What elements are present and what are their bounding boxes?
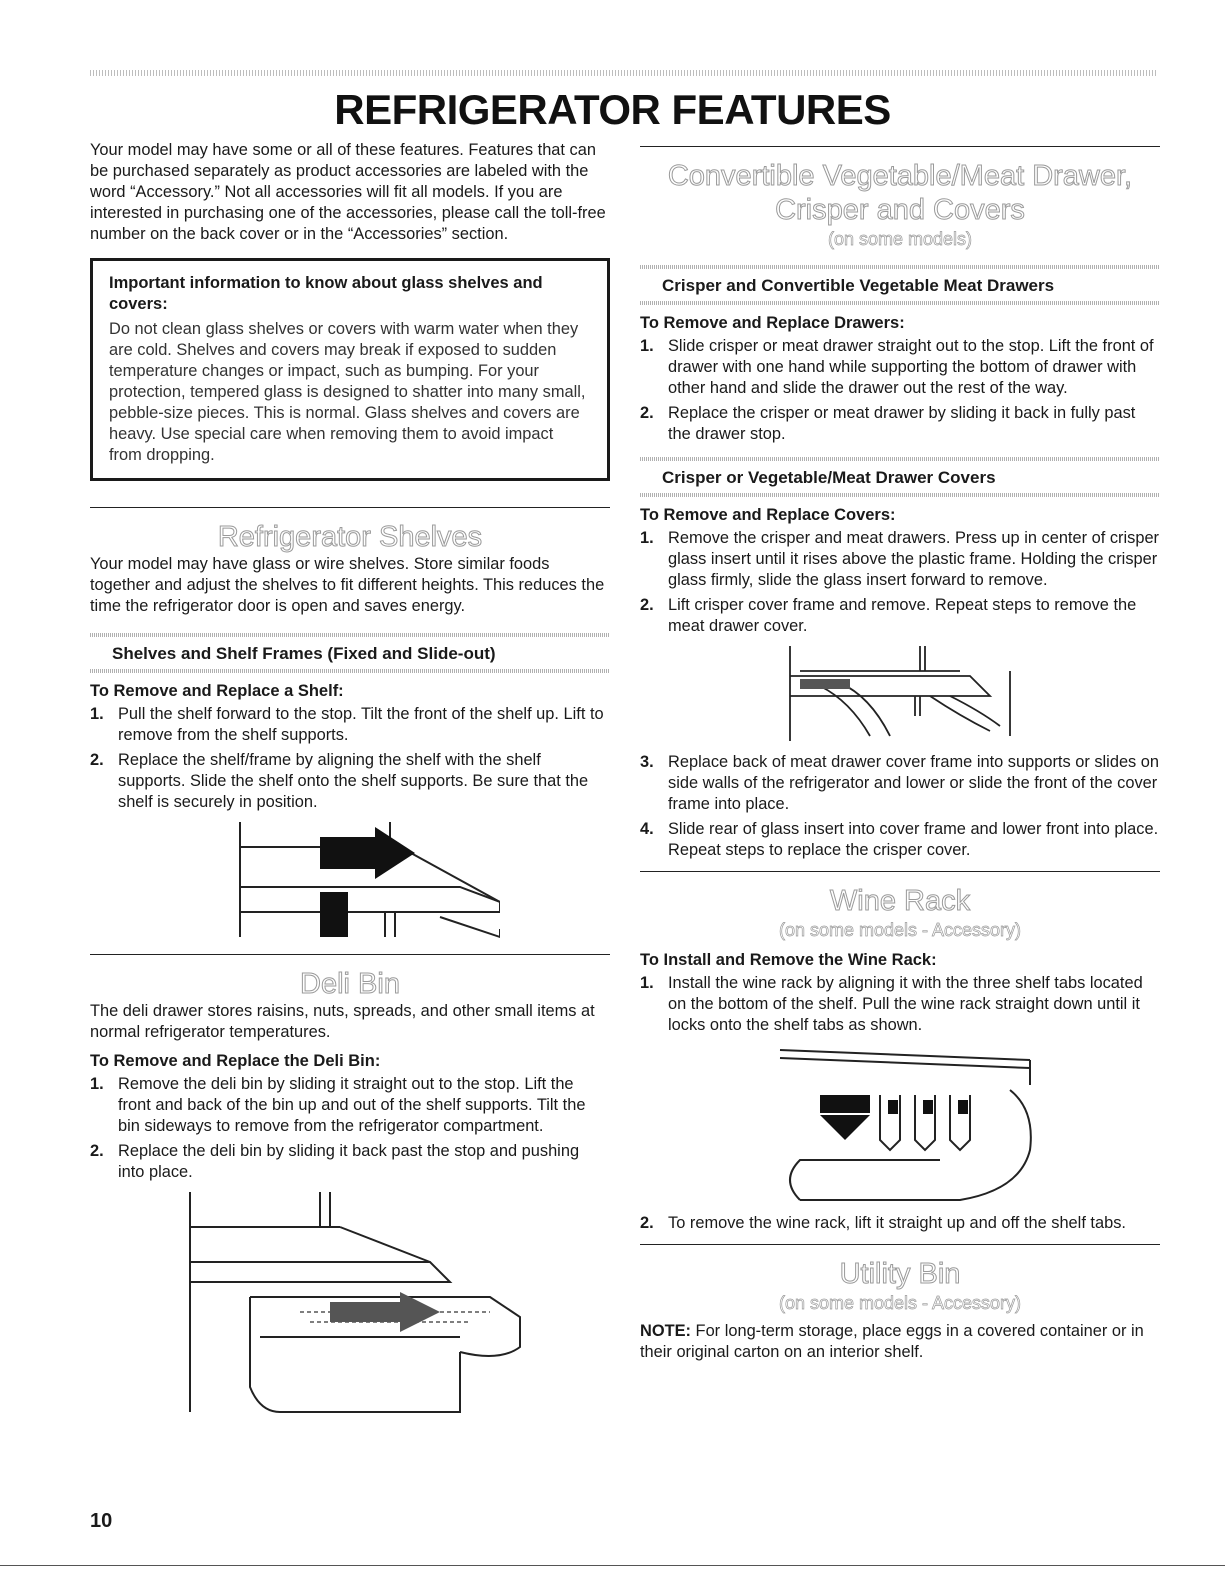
wine-steps-part2	[640, 1213, 1160, 1234]
step-item	[90, 1141, 610, 1183]
step-text: Install the wine rack by aligning it with the three shelf tabs located on the bottom of the shelf. Pull the wine rack straight down until it locks onto the shelf tabs as shown.	[668, 974, 1143, 1034]
utility-heading: Utility Bin	[839, 1258, 961, 1290]
step-item	[640, 973, 1160, 1036]
step-number: 3.	[640, 753, 654, 771]
note-text: For long-term storage, place eggs in a covered container or in their original carton on an interior shelf.	[640, 1322, 1144, 1361]
step-text: Replace the shelf/frame by aligning the shelf with the shelf supports. Slide the shelf onto the shelf supports. Be sure that the shelf is securely in position.	[118, 751, 589, 811]
covers-procedure-title: To Remove and Replace Covers:	[640, 506, 896, 524]
utility-note	[640, 1321, 1160, 1363]
left-column	[90, 140, 610, 1422]
step-item	[640, 595, 1160, 637]
step-number: 2.	[640, 404, 654, 422]
section-divider	[90, 954, 610, 955]
step-text: Remove the crisper and meat drawers. Press up in center of crisper glass insert until it rises above the plastic frame. Holding the crisper glass firmly, slide the glass insert forward to remove.	[668, 529, 1160, 589]
step-number: 1.	[640, 974, 654, 992]
step-number: 2.	[640, 1214, 654, 1232]
shelves-steps	[90, 704, 610, 813]
crisper-heading-sub: (on some models)	[827, 229, 973, 249]
wine-heading-sub: (on some models - Accessory)	[778, 920, 1022, 940]
section-divider	[640, 146, 1160, 147]
shelves-subheading: Shelves and Shelf Frames (Fixed and Slide-out)	[112, 644, 496, 663]
bottom-rule	[0, 1565, 1225, 1566]
step-text: Replace the crisper or meat drawer by sliding it back in fully past the drawer stop.	[668, 404, 1136, 443]
section-divider	[640, 1244, 1160, 1245]
right-column	[640, 140, 1160, 1363]
step-item	[90, 750, 610, 813]
step-number: 1.	[640, 529, 654, 547]
crisper-cover-illustration	[780, 641, 1020, 746]
covers-steps-part1	[640, 528, 1160, 637]
step-text: Slide rear of glass insert into cover frame and lower front into place. Repeat steps to replace the crisper cover.	[668, 820, 1159, 859]
shelves-intro: Your model may have glass or wire shelves. Store similar foods together and adjust the shelves to fit different heights. This reduces the time the refrigerator door is open and saves energy.	[90, 555, 605, 615]
page-number: 10	[90, 1510, 113, 1532]
utility-heading-sub: (on some models - Accessory)	[778, 1293, 1022, 1313]
step-text: Replace back of meat drawer cover frame into supports or slides on side walls of the refrigerator and lower or slide the front of the cover frame into place.	[668, 753, 1160, 813]
step-text: Slide crisper or meat drawer straight out to the stop. Lift the front of drawer with one hand while supporting the bottom of drawer with other hand and slide the drawer out the rest of the way.	[668, 337, 1154, 397]
step-number: 2.	[90, 1142, 104, 1160]
step-text: To remove the wine rack, lift it straight up and off the shelf tabs.	[668, 1214, 1126, 1232]
deli-intro: The deli drawer stores raisins, nuts, spreads, and other small items at normal refrigerator temperatures.	[90, 1002, 595, 1041]
warning-title: Important information to know about glass shelves and covers:	[109, 274, 543, 313]
crisper-heading-line2: Crisper and Covers	[775, 194, 1025, 226]
glass-warning-box	[90, 258, 610, 481]
crisper-heading-line1: Convertible Vegetable/Meat Drawer,	[667, 160, 1133, 192]
deli-bin-illustration	[160, 1187, 540, 1422]
step-text: Pull the shelf forward to the stop. Tilt the front of the shelf up. Lift to remove from the shelf supports.	[118, 705, 604, 744]
section-divider	[640, 871, 1160, 872]
warning-text: Do not clean glass shelves or covers with warm water when they are cold. Shelves and covers may break if exposed to sudden temperature changes or impact, such as bumping. For your protection, tempered glass is designed to shatter into many small, pebble-size pieces. This is normal. Glass shelves and covers are heavy. Use special care when removing them to avoid impact from dropping.	[109, 320, 586, 464]
step-number: 1.	[90, 705, 104, 723]
section-divider	[90, 507, 610, 508]
dotted-rule	[640, 493, 1160, 497]
step-number: 1.	[640, 337, 654, 355]
step-text: Remove the deli bin by sliding it straight out to the stop. Lift the front and back of the bin up and out of the shelf supports. Tilt the bin sideways to remove from the refrigerator compartment.	[118, 1075, 586, 1135]
page-title: REFRIGERATOR FEATURES	[334, 86, 891, 133]
shelves-procedure-title: To Remove and Replace a Shelf:	[90, 682, 344, 700]
step-text: Lift crisper cover frame and remove. Repeat steps to remove the meat drawer cover.	[668, 596, 1137, 635]
step-item	[640, 528, 1160, 591]
step-item	[640, 819, 1160, 861]
covers-steps-part2	[640, 752, 1160, 861]
step-number: 2.	[640, 596, 654, 614]
drawers-procedure-title: To Remove and Replace Drawers:	[640, 314, 905, 332]
step-item	[640, 336, 1160, 399]
deli-steps	[90, 1074, 610, 1183]
step-item	[90, 1074, 610, 1137]
step-number: 1.	[90, 1075, 104, 1093]
deli-procedure-title: To Remove and Replace the Deli Bin:	[90, 1052, 381, 1070]
step-item	[640, 752, 1160, 815]
note-label: NOTE:	[640, 1322, 691, 1340]
dotted-rule	[640, 301, 1160, 305]
shelves-heading: Refrigerator Shelves	[217, 521, 483, 553]
step-number: 2.	[90, 751, 104, 769]
shelf-illustration	[200, 817, 500, 942]
deli-heading: Deli Bin	[300, 968, 400, 1000]
step-text: Replace the deli bin by sliding it back past the stop and pushing into place.	[118, 1142, 580, 1181]
wine-steps-part1	[640, 973, 1160, 1036]
step-item	[90, 704, 610, 746]
drawers-subheading: Crisper and Convertible Vegetable Meat Drawers	[662, 276, 1055, 295]
step-item	[640, 1213, 1160, 1234]
top-dotted-rule	[90, 70, 1158, 76]
drawers-steps	[640, 336, 1160, 445]
covers-subheading: Crisper or Vegetable/Meat Drawer Covers	[662, 468, 996, 487]
wine-procedure-title: To Install and Remove the Wine Rack:	[640, 951, 937, 969]
step-item	[640, 403, 1160, 445]
intro-paragraph: Your model may have some or all of these features. Features that can be purchased separately as product accessories are labeled with the word “Accessory.” Not all accessories will fit all models. If you are interested in purchasing one of the accessories, please call the toll-free number on the back cover or in the “Accessories” section.	[90, 141, 606, 243]
wine-rack-illustration	[760, 1040, 1040, 1205]
wine-heading: Wine Rack	[829, 885, 971, 917]
step-number: 4.	[640, 820, 654, 838]
dotted-rule	[90, 669, 610, 673]
